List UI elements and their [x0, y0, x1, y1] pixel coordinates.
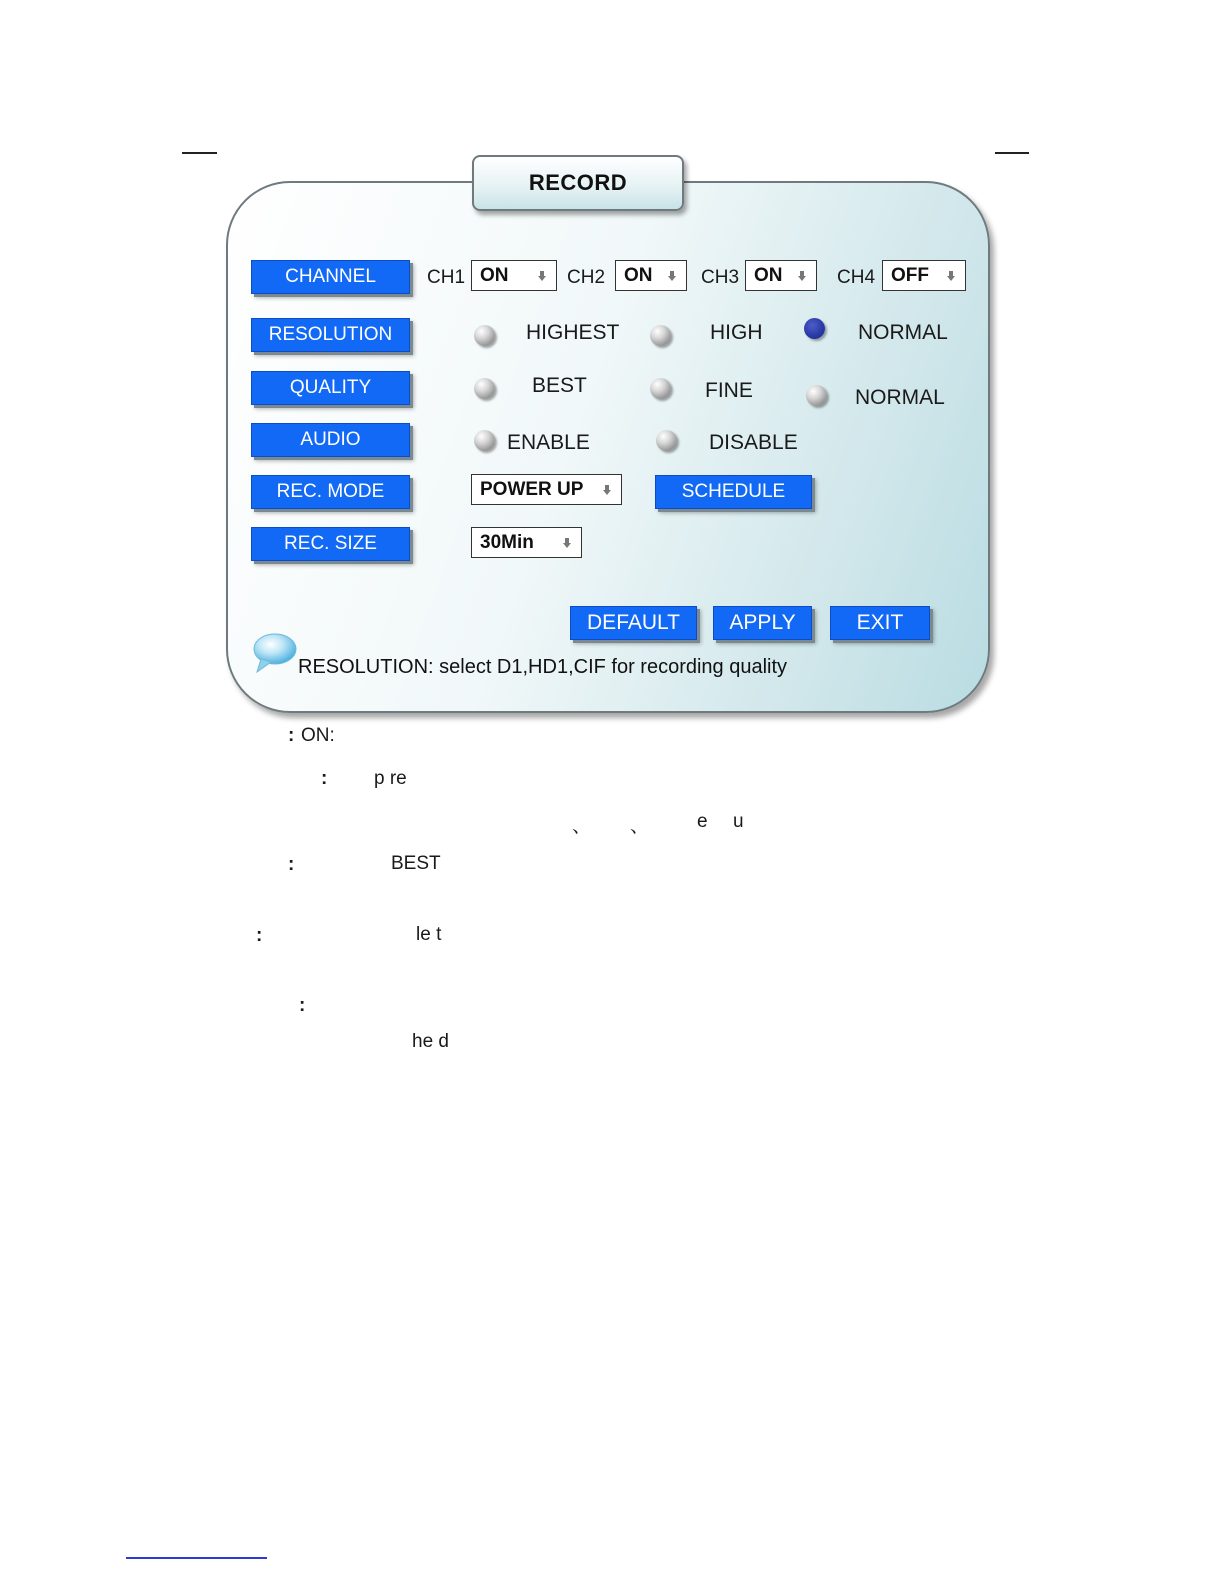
help-text: RESOLUTION: select D1,HD1,CIF for recording quality	[298, 656, 788, 678]
quality-button[interactable]: QUALITY	[251, 371, 410, 405]
dropdown-arrow-icon	[667, 270, 677, 282]
ch3-value: ON	[754, 264, 783, 286]
text-fragment-3d: u	[733, 811, 744, 832]
text-colon-5: :	[256, 925, 263, 946]
quality-normal-label: NORMAL	[855, 386, 945, 409]
rec-mode-value: POWER UP	[480, 478, 584, 500]
ch4-select[interactable]	[882, 260, 966, 291]
resolution-normal-label: NORMAL	[858, 321, 948, 344]
dialog-title: RECORD	[472, 155, 684, 211]
ch1-select[interactable]	[471, 260, 557, 291]
dropdown-arrow-icon	[602, 484, 612, 496]
rec-size-select[interactable]	[471, 527, 582, 558]
rec-mode-select[interactable]	[471, 474, 622, 505]
dropdown-arrow-icon	[562, 537, 572, 549]
text-colon-2: :	[321, 768, 328, 789]
audio-disable-label: DISABLE	[709, 431, 798, 454]
rec-mode-button[interactable]: REC. MODE	[251, 475, 410, 509]
default-button[interactable]: DEFAULT	[570, 606, 697, 640]
footer-link-underline	[126, 1557, 267, 1559]
channel-button[interactable]: CHANNEL	[251, 260, 410, 294]
resolution-normal-radio[interactable]	[804, 318, 825, 339]
resolution-highest-radio[interactable]	[474, 325, 495, 346]
resolution-button[interactable]: RESOLUTION	[251, 318, 410, 352]
text-fragment-3c: e	[697, 811, 708, 832]
dropdown-arrow-icon	[537, 270, 547, 282]
ch2-value: ON	[624, 264, 653, 286]
dropdown-arrow-icon	[946, 270, 956, 282]
ch3-select[interactable]	[745, 260, 817, 291]
ch4-value: OFF	[891, 264, 929, 286]
text-fragment-1: ON:	[301, 725, 335, 746]
exit-button[interactable]: EXIT	[830, 606, 930, 640]
ch4-label: CH4	[837, 267, 876, 288]
ch1-label: CH1	[427, 267, 466, 288]
top-left-rule	[182, 152, 217, 154]
schedule-button[interactable]: SCHEDULE	[655, 475, 812, 509]
text-fragment-3a: 、	[572, 816, 592, 837]
audio-button[interactable]: AUDIO	[251, 423, 410, 457]
quality-best-label: BEST	[532, 374, 587, 397]
dropdown-arrow-icon	[797, 270, 807, 282]
ch2-select[interactable]	[615, 260, 687, 291]
text-fragment-7: he d	[412, 1031, 449, 1052]
ch2-label: CH2	[567, 267, 606, 288]
resolution-highest-label: HIGHEST	[526, 321, 620, 344]
top-right-rule	[995, 152, 1029, 154]
audio-enable-label: ENABLE	[507, 431, 590, 454]
resolution-high-label: HIGH	[710, 321, 763, 344]
quality-fine-label: FINE	[705, 379, 753, 402]
resolution-high-radio[interactable]	[650, 325, 671, 346]
quality-normal-radio[interactable]	[806, 385, 827, 406]
text-fragment-4: BEST	[391, 853, 441, 874]
audio-disable-radio[interactable]	[656, 430, 677, 451]
quality-best-radio[interactable]	[474, 378, 495, 399]
text-fragment-5: le t	[416, 924, 442, 945]
text-colon-1: :	[288, 725, 295, 746]
ch1-value: ON	[480, 264, 509, 286]
text-fragment-3b: 、	[630, 816, 650, 837]
rec-size-button[interactable]: REC. SIZE	[251, 527, 410, 561]
apply-button[interactable]: APPLY	[713, 606, 812, 640]
speech-bubble-icon	[251, 632, 297, 674]
text-colon-6: :	[299, 995, 306, 1016]
text-colon-4: :	[288, 854, 295, 875]
audio-enable-radio[interactable]	[474, 430, 495, 451]
text-fragment-2: p re	[374, 768, 407, 789]
ch3-label: CH3	[701, 267, 740, 288]
rec-size-value: 30Min	[480, 531, 534, 553]
quality-fine-radio[interactable]	[650, 378, 671, 399]
